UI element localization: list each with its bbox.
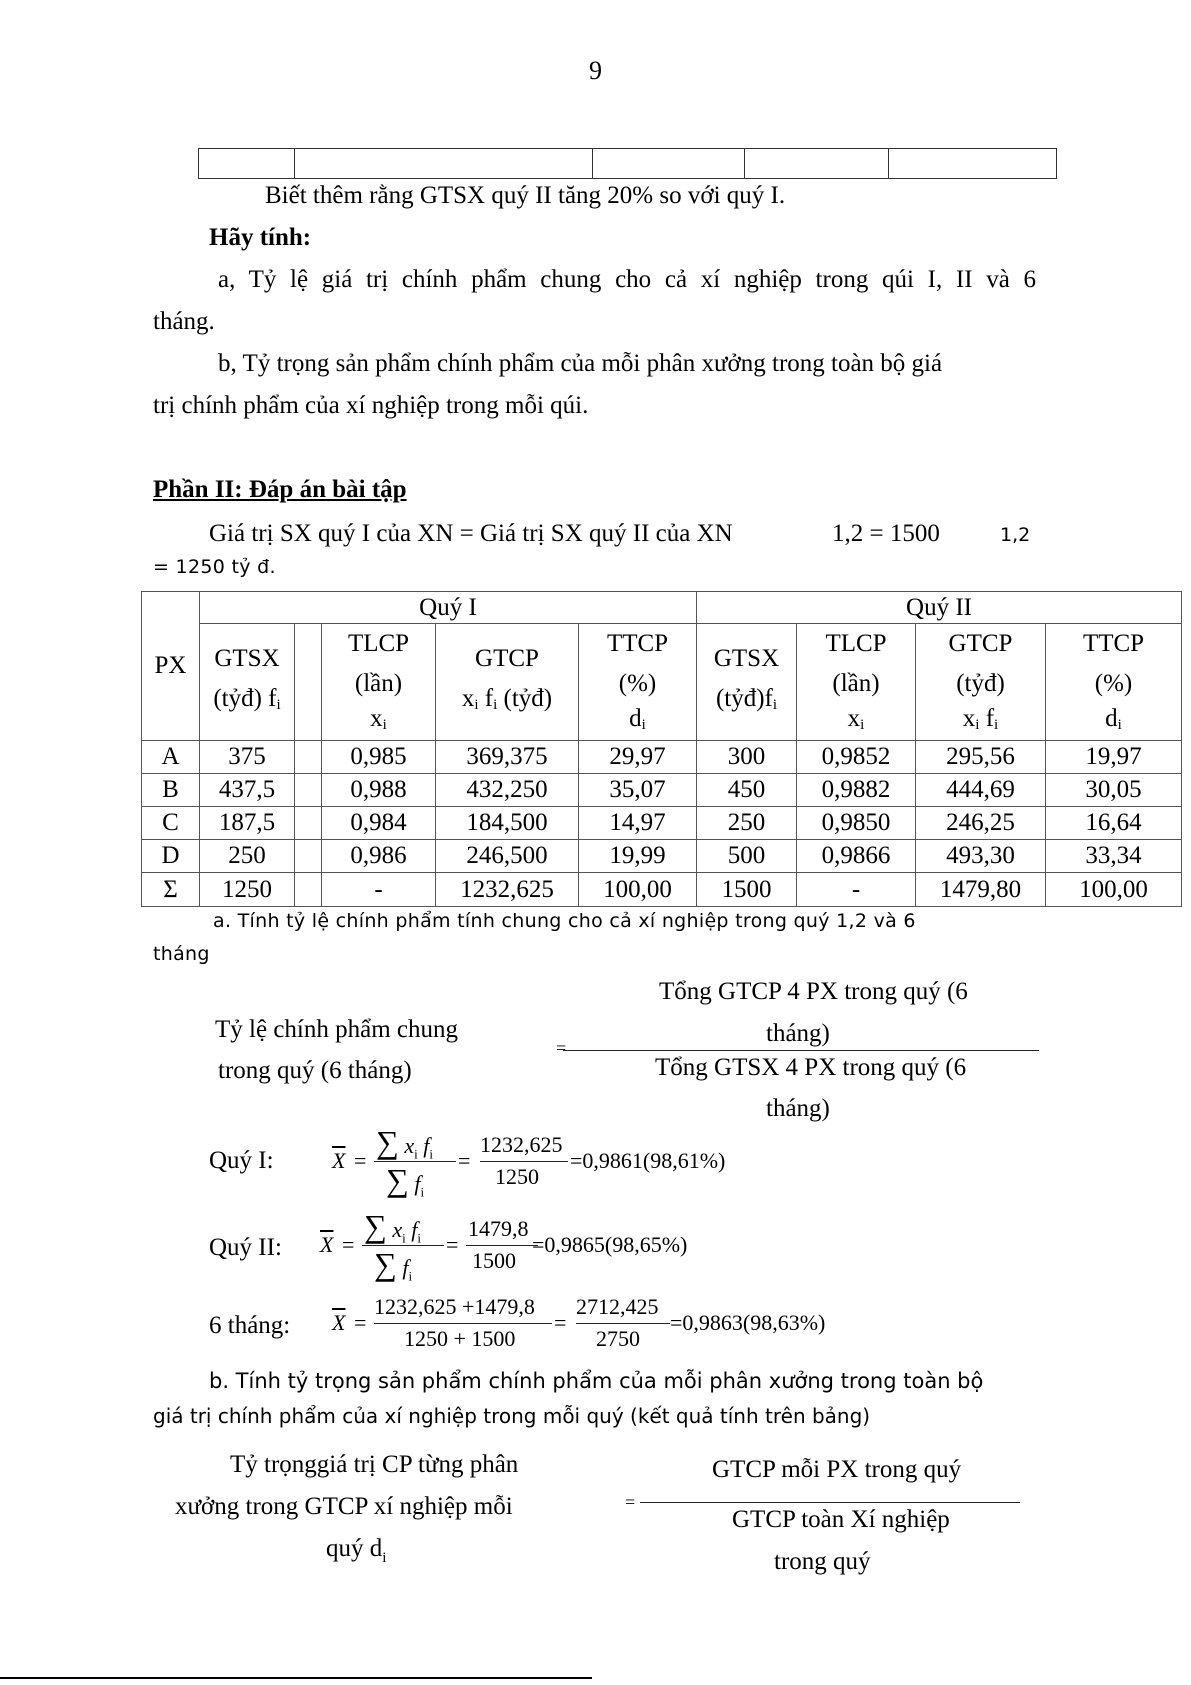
ratio-equals: = <box>556 1038 567 1058</box>
page-number: 9 <box>589 56 602 85</box>
fraction-bar <box>563 1050 1039 1051</box>
q2-gtcp-header: GTCP (tỷđ) $x_i$ $f_i$ <box>916 624 1046 741</box>
footnote-separator <box>0 1677 592 1679</box>
task-b-line2: trị chính phẩm của xí nghiệp trong mỗi qúi. <box>153 392 589 419</box>
px-header: PX <box>142 592 200 741</box>
ratio-denominator-line1: Tổng GTSX 4 PX trong quý (6 <box>655 1054 967 1081</box>
task-a-line2: tháng. <box>153 308 215 335</box>
part-a-line1: a. Tính tỷ lệ chính phẩm tính chung cho cả xí nghiệp trong quý 1,2 và 6 <box>213 910 916 932</box>
q2-tlcp-header: TLCP (lần) $x_i$ <box>797 624 916 741</box>
ratio-denominator-line2: tháng) <box>766 1095 830 1122</box>
share-equals: = <box>625 1492 636 1512</box>
results-table <box>141 591 1182 907</box>
q1-tlcp-header: TLCP (lần) $x_i$ <box>322 624 436 741</box>
formula-q2-label: Quý II: <box>209 1234 282 1261</box>
task-b-line1: b, Tỷ trọng sản phẩm chính phẩm của mỗi phân xưởng trong toàn bộ giá <box>218 350 943 377</box>
part-a-line2: tháng <box>153 943 210 965</box>
formula-6m-label: 6 tháng: <box>209 1312 291 1339</box>
table-total-row: Σ 1250 - 1232,625 100,00 1500 - 1479,80 100,00 <box>142 873 1182 907</box>
section-line1-end: 1,2 <box>1000 524 1031 546</box>
table-row: B 437,5 0,988 432,250 35,07 450 0,9882 444,69 30,05 <box>142 774 1182 807</box>
formula-q1-label: Quý I: <box>209 1147 274 1174</box>
ratio-lhs-line1: Tỷ lệ chính phẩm chung <box>215 1016 458 1043</box>
q2-ttcp-header: TTCP (%) $d_i$ <box>1046 624 1182 741</box>
ratio-numerator-line1: Tổng GTCP 4 PX trong quý (6 <box>659 978 968 1005</box>
share-lhs-line1: Tỷ trọnggiá trị CP từng phân <box>230 1451 519 1478</box>
section-line2: = 1250 tỷ đ. <box>153 556 276 578</box>
q2-gtsx-header: GTSX $(tỷđ)f_i$ <box>697 624 797 741</box>
continued-table-row <box>198 148 1057 179</box>
share-lhs-line2: xưởng trong GTCP xí nghiệp mỗi <box>175 1493 513 1520</box>
ratio-numerator-line2: tháng) <box>766 1020 830 1047</box>
table-row: D 250 0,986 246,500 19,99 500 0,9866 493,30 33,34 <box>142 840 1182 873</box>
share-denominator-line2: trong quý <box>774 1548 871 1575</box>
share-lhs-line3: quý $d_i$ <box>326 1535 387 1566</box>
task-a-line1: a, Tỷ lệ giá trị chính phẩm chung cho cả xí nghiệp trong qúi I, II và 6 <box>218 266 1036 293</box>
section-line1: Giá trị SX quý I của XN = Giá trị SX quý II của XN <box>209 520 733 547</box>
q1-gtcp-header: GTCP $x_i$ $f_i$ (tỷđ) <box>436 624 579 741</box>
section-line1-mid: 1,2 = 1500 <box>832 520 940 547</box>
q1-empty-header <box>295 624 322 741</box>
share-numerator: GTCP mỗi PX trong quý <box>712 1456 962 1483</box>
ratio-lhs-line2: trong quý (6 tháng) <box>218 1057 412 1084</box>
part-b-line1: b. Tính tỷ trọng sản phẩm chính phẩm của mỗi phân xưởng trong toàn bộ <box>209 1369 984 1393</box>
part-b-line2: giá trị chính phẩm của xí nghiệp trong mỗi quý (kết quả tính trên bảng) <box>153 1404 871 1428</box>
section-heading: Phần II: Đáp án bài tập <box>153 476 407 503</box>
task-heading: Hãy tính: <box>209 224 312 251</box>
q1-header: Quý I <box>200 592 697 624</box>
table-row: C 187,5 0,984 184,500 14,97 250 0,9850 246,25 16,64 <box>142 807 1182 840</box>
table-row: A 375 0,985 369,375 29,97 300 0,9852 295,56 19,97 <box>142 741 1182 774</box>
note-text: Biết thêm rằng GTSX quý II tăng 20% so với quý I. <box>265 182 786 209</box>
q2-header: Quý II <box>697 592 1182 624</box>
share-fraction-bar <box>640 1502 1020 1503</box>
share-denominator-line1: GTCP toàn Xí nghiệp <box>732 1506 950 1533</box>
q1-gtsx-header: GTSX (tỷđ) $f_i$ <box>200 624 295 741</box>
q1-ttcp-header: TTCP (%) $d_i$ <box>579 624 697 741</box>
